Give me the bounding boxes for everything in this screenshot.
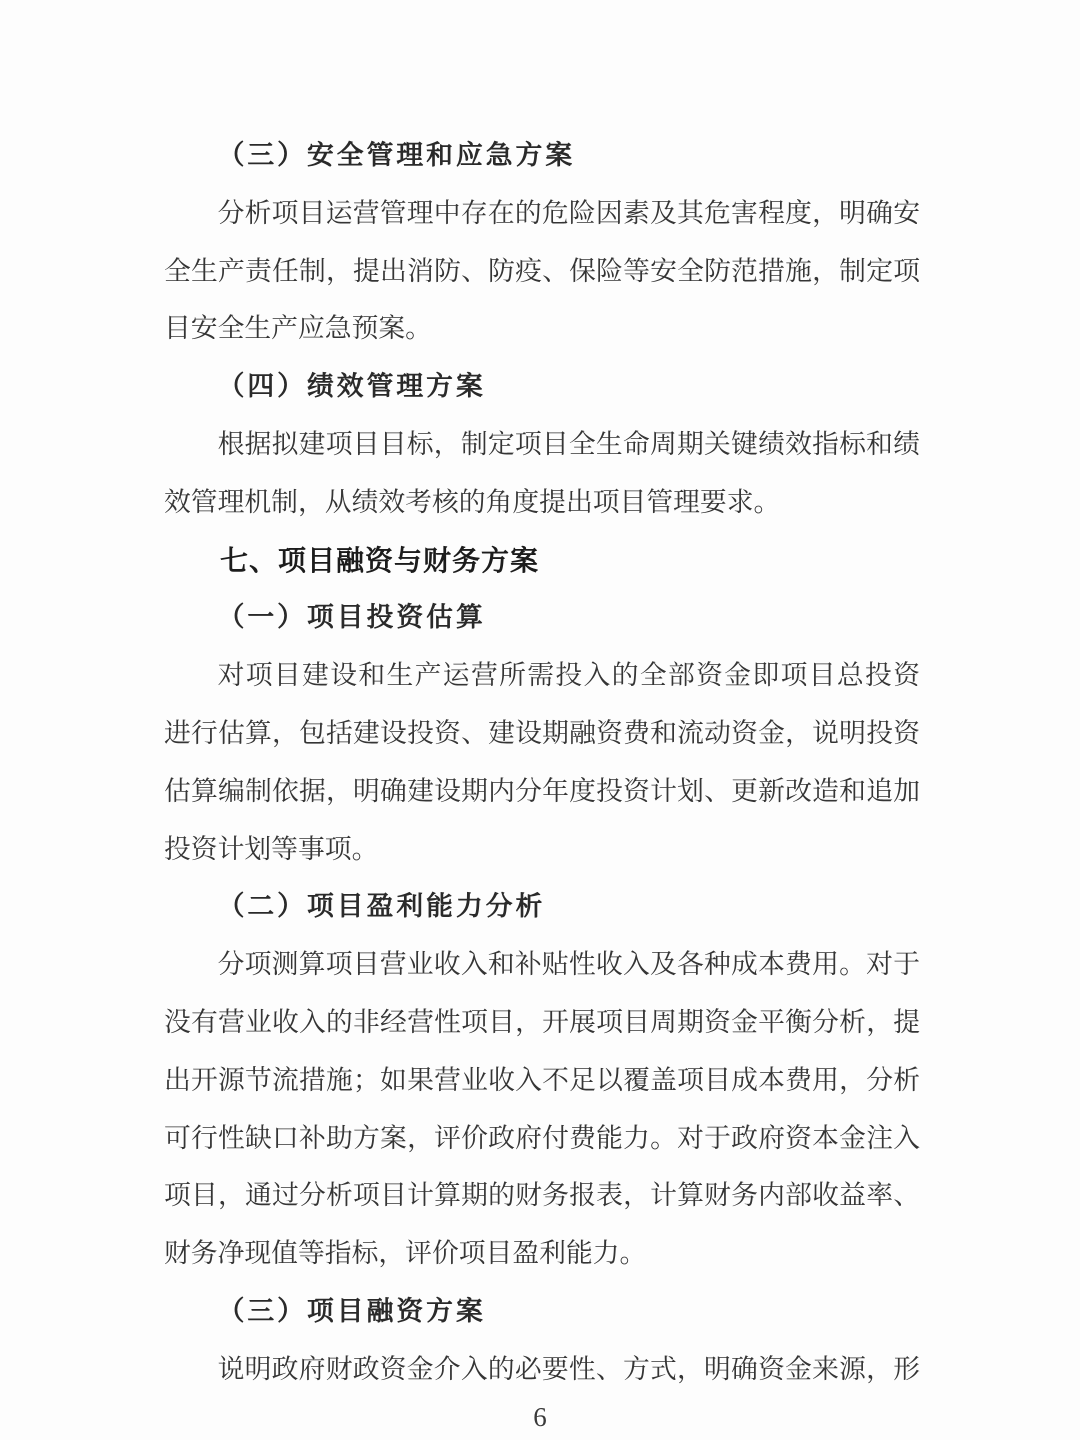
body-line: 没有营业收入的非经营性项目，开展项目周期资金平衡分析，提 xyxy=(164,1006,920,1037)
document-body xyxy=(164,127,920,1399)
body-line: 出开源节流措施；如果营业收入不足以覆盖项目成本费用，分析 xyxy=(164,1064,920,1095)
page-number: 6 xyxy=(533,1402,547,1432)
body-line: 估算编制依据，明确建设期内分年度投资计划、更新改造和追加 xyxy=(164,775,920,806)
body-line: 全生产责任制，提出消防、防疫、保险等安全防范措施，制定项 xyxy=(164,255,920,286)
chapter-heading: 七、项目融资与财务方案 xyxy=(220,544,540,576)
section-heading: （四）绩效管理方案 xyxy=(217,371,486,402)
body-line: 可行性缺口补助方案，评价政府付费能力。对于政府资本金注入 xyxy=(164,1122,920,1153)
section-heading: （三）安全管理和应急方案 xyxy=(217,140,576,170)
section-heading: （二）项目盈利能力分析 xyxy=(217,891,546,922)
body-line: 说明政府财政资金介入的必要性、方式，明确资金来源，形 xyxy=(217,1353,920,1384)
section-heading: （三）项目融资方案 xyxy=(217,1295,486,1326)
body-line: 目安全生产应急预案。 xyxy=(164,313,432,344)
body-line: 财务净现值等指标，评价项目盈利能力。 xyxy=(164,1238,647,1269)
body-line: 项目，通过分析项目计算期的财务报表，计算财务内部收益率、 xyxy=(164,1180,920,1211)
body-line: 对项目建设和生产运营所需投入的全部资金即项目总投资 xyxy=(217,660,920,691)
body-line: 投资计划等事项。 xyxy=(164,833,379,864)
body-line: 根据拟建项目目标，制定项目全生命周期关键绩效指标和绩 xyxy=(217,428,920,459)
body-line: 效管理机制，从绩效考核的角度提出项目管理要求。 xyxy=(164,486,781,517)
body-line: 分项测算项目营业收入和补贴性收入及各种成本费用。对于 xyxy=(217,949,920,980)
body-line: 进行估算，包括建设投资、建设期融资费和流动资金，说明投资 xyxy=(164,717,920,748)
section-heading: （一）项目投资估算 xyxy=(217,602,486,633)
body-line: 分析项目运营管理中存在的危险因素及其危害程度，明确安 xyxy=(217,197,920,228)
